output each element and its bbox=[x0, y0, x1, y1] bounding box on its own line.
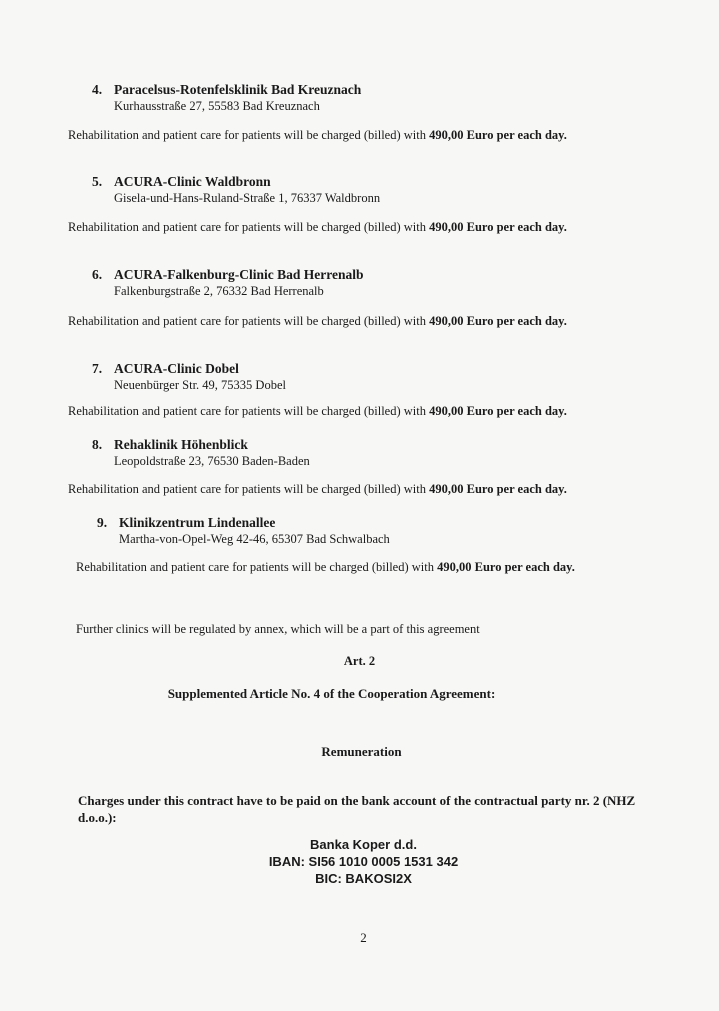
remuneration-heading: Remuneration bbox=[321, 744, 402, 759]
clinic-address: Kurhausstraße 27, 55583 Bad Kreuznach bbox=[114, 99, 320, 113]
clinic-address: Neuenbürger Str. 49, 75335 Dobel bbox=[114, 378, 286, 392]
clinic-entry bbox=[92, 81, 361, 114]
rate-amount: 490,00 Euro per each day. bbox=[437, 560, 575, 574]
clinic-address: Martha-von-Opel-Weg 42-46, 65307 Bad Schwalbach bbox=[119, 532, 390, 546]
rate-line bbox=[68, 481, 567, 497]
rate-text: Rehabilitation and patient care for patients will be charged (billed) with bbox=[68, 404, 430, 418]
clinic-name: Klinikzentrum Lindenallee bbox=[119, 515, 276, 530]
article-heading: Art. 2 bbox=[343, 654, 376, 668]
clinic-number: 6. bbox=[92, 267, 103, 282]
rate-text: Rehabilitation and patient care for patients will be charged (billed) with bbox=[68, 314, 430, 328]
rate-line bbox=[68, 127, 567, 143]
rate-text: Rehabilitation and patient care for patients will be charged (billed) with bbox=[68, 220, 430, 234]
rate-line bbox=[68, 313, 567, 329]
rate-text: Rehabilitation and patient care for patients will be charged (billed) with bbox=[68, 482, 430, 496]
clinic-name: ACURA-Falkenburg-Clinic Bad Herrenalb bbox=[114, 267, 364, 282]
rate-text: Rehabilitation and patient care for patients will be charged (billed) with bbox=[76, 560, 438, 574]
rate-line bbox=[76, 559, 575, 575]
bank-name: Banka Koper d.d. bbox=[310, 837, 417, 852]
clinic-entry bbox=[97, 514, 390, 547]
rate-line bbox=[68, 219, 567, 235]
clinic-number: 5. bbox=[92, 174, 103, 189]
rate-amount: 490,00 Euro per each day. bbox=[429, 404, 567, 418]
bank-bic: BIC: BAKOSI2X bbox=[315, 871, 412, 886]
rate-amount: 490,00 Euro per each day. bbox=[429, 128, 567, 142]
rate-amount: 490,00 Euro per each day. bbox=[429, 482, 567, 496]
supplemented-article-heading: Supplemented Article No. 4 of the Cooperation Agreement: bbox=[167, 686, 496, 701]
rate-line bbox=[68, 403, 567, 419]
clinic-entry bbox=[92, 173, 380, 206]
clinic-number: 8. bbox=[92, 437, 103, 452]
clinic-address: Gisela-und-Hans-Ruland-Straße 1, 76337 Waldbronn bbox=[114, 191, 381, 205]
rate-text: Rehabilitation and patient care for patients will be charged (billed) with bbox=[68, 128, 430, 142]
clinic-name: ACURA-Clinic Waldbronn bbox=[114, 174, 271, 189]
page-number: 2 bbox=[360, 930, 367, 945]
clinic-entry bbox=[92, 360, 286, 393]
clinic-name: ACURA-Clinic Dobel bbox=[114, 361, 239, 376]
clinic-entry bbox=[92, 266, 364, 299]
rate-amount: 490,00 Euro per each day. bbox=[429, 220, 567, 234]
rate-amount: 490,00 Euro per each day. bbox=[429, 314, 567, 328]
bank-iban: IBAN: SI56 1010 0005 1531 342 bbox=[268, 854, 459, 869]
clinic-number: 9. bbox=[97, 515, 108, 530]
clinic-entry bbox=[92, 436, 310, 469]
charges-paragraph: Charges under this contract have to be paid on the bank account of the contractual party nr. 2 (NHZ d.o.o.): bbox=[78, 793, 636, 825]
clinic-name: Rehaklinik Höhenblick bbox=[114, 437, 248, 452]
clinic-address: Leopoldstraße 23, 76530 Baden-Baden bbox=[114, 454, 310, 468]
clinic-number: 7. bbox=[92, 361, 103, 376]
clinic-name: Paracelsus-Rotenfelsklinik Bad Kreuznach bbox=[114, 82, 362, 97]
further-clinics-note: Further clinics will be regulated by annex, which will be a part of this agreement bbox=[76, 622, 480, 636]
clinic-address: Falkenburgstraße 2, 76332 Bad Herrenalb bbox=[114, 284, 324, 298]
clinic-number: 4. bbox=[92, 82, 103, 97]
